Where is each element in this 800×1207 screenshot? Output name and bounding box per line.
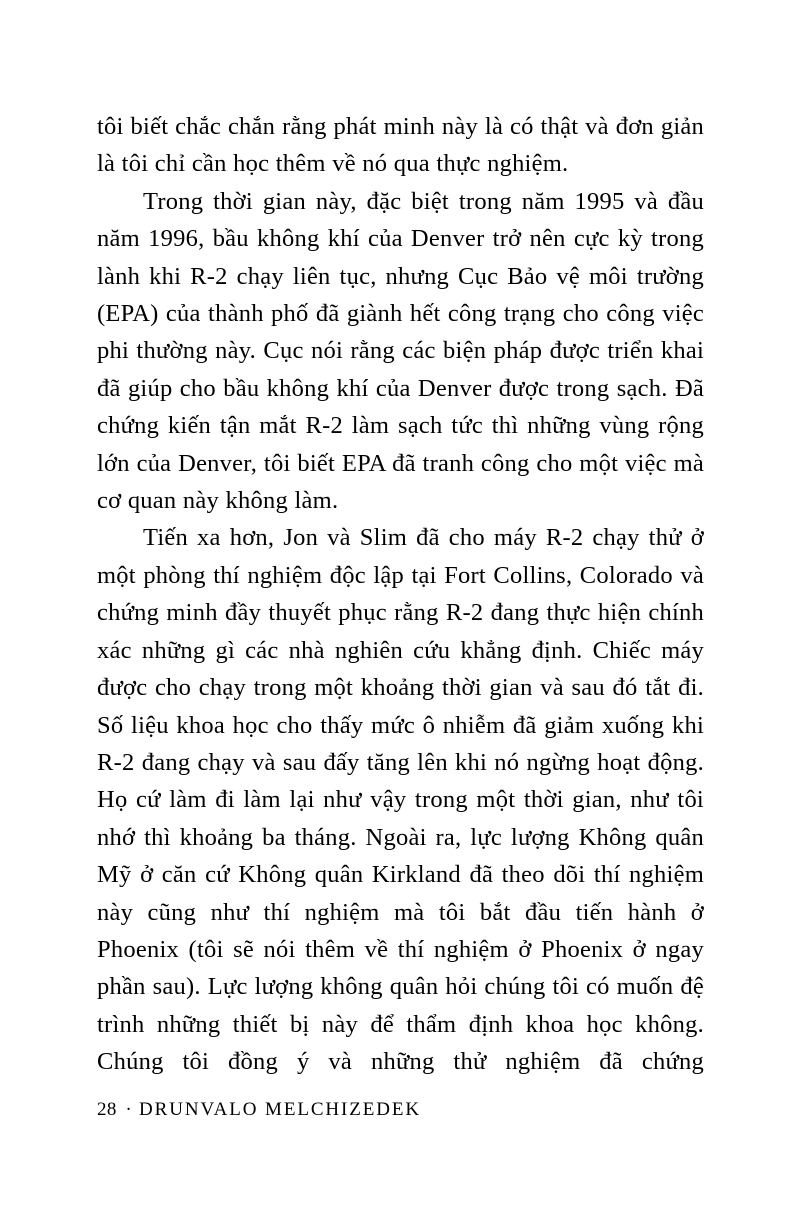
footer-separator: · [125,1099,134,1120]
paragraph-fort-collins-test: Tiến xa hơn, Jon và Slim đã cho máy R-2 chạy thử ở một phòng thí nghiệm độc lập tại Fort Collins, Colorado và chứng minh đầy thuyết phục rằng R-2 đang thực hiện chính xác những gì các nhà nghiên cứu khẳng định. Chiếc máy được cho chạy trong một khoảng thời gian và sau đó tắt đi. Số liệu khoa học cho thấy mức ô nhiễm đã giảm xuống khi R-2 đang chạy và sau đấy tăng lên khi nó ngừng hoạt động. Họ cứ làm đi làm lại như vậy trong một thời gian, như tôi nhớ thì khoảng ba tháng. Ngoài ra, lực lượng Không quân Mỹ ở căn cứ Không quân Kirkland đã theo dõi thí nghiệm này cũng như thí nghiệm mà tôi bắt đầu tiến hành ở Phoenix (tôi sẽ nói thêm về thí nghiệm ở Phoenix ở ngay phần sau). Lực lượng không quân hỏi chúng tôi có muốn đệ trình những thiết bị này để thẩm định khoa học không. Chúng tôi đồng ý và những thử nghiệm đã chứng [97,524,704,1076]
paragraph-continued: tôi biết chắc chắn rằng phát minh này là có thật và đơn giản là tôi chỉ cần học thêm về nó qua thực nghiệm. [97,113,704,178]
footer-author-name: DRUNVALO MELCHIZEDEK [139,1099,422,1120]
footer-page-number: 28 [97,1099,117,1120]
paragraph-denver-epa: Trong thời gian này, đặc biệt trong năm 1995 và đầu năm 1996, bầu không khí của Denver trở nên cực kỳ trong lành khi R-2 chạy liên tục, nhưng Cục Bảo vệ môi trường (EPA) của thành phố đã giành hết công trạng cho công việc phi thường này. Cục nói rằng các biện pháp được triển khai đã giúp cho bầu không khí của Denver được trong sạch. Đã chứng kiến tận mắt R-2 làm sạch tức thì những vùng rộng lớn của Denver, tôi biết EPA đã tranh công cho một việc mà cơ quan này không làm. [97,187,704,515]
page-footer [97,1098,704,1122]
page-text-block [97,108,704,1118]
